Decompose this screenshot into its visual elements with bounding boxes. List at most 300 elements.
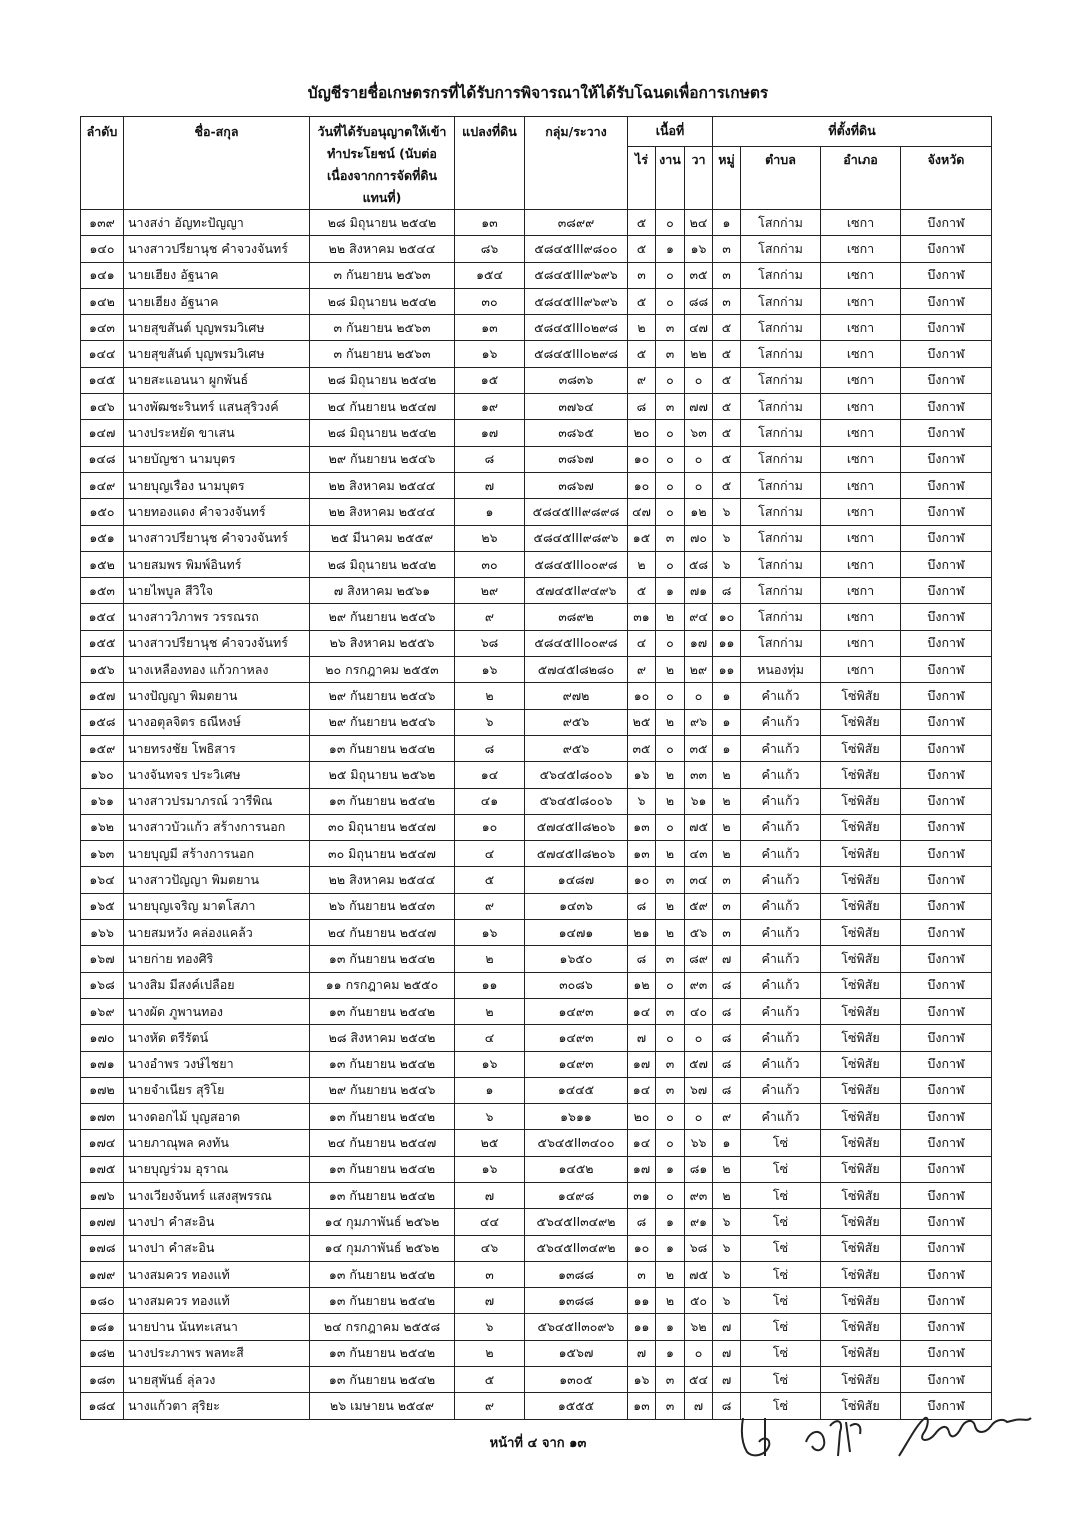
cell-wa: ๔๗ [685, 315, 713, 341]
cell-plot: ๑๗ [455, 420, 525, 446]
cell-ngan: ๐ [656, 499, 685, 525]
cell-rai: ๒๑ [628, 920, 656, 946]
cell-amphoe: โซ่พิสัย [821, 1130, 901, 1156]
cell-moo: ๑ [713, 683, 741, 709]
cell-rai: ๒ [628, 551, 656, 577]
table-row [81, 525, 992, 551]
cell-group: ๑๔๗๑ [525, 920, 628, 946]
cell-group: ๑๔๔๕ [525, 1077, 628, 1103]
cell-amphoe: โซ่พิสัย [821, 867, 901, 893]
cell-ngan: ๒ [656, 1288, 685, 1314]
cell-wa: ๗๕ [685, 1261, 713, 1287]
table-row [81, 814, 992, 840]
cell-province: บึงกาฬ [901, 657, 992, 683]
table-row [81, 972, 992, 998]
cell-rai: ๑๔ [628, 1130, 656, 1156]
cell-rai: ๖ [628, 788, 656, 814]
cell-rai: ๓ [628, 1261, 656, 1287]
cell-tambon: คำแก้ว [741, 946, 821, 972]
cell-rai: ๑๗ [628, 1051, 656, 1077]
cell-date: ๑๓ กันยายน ๒๕๔๒ [310, 735, 455, 761]
header-order: ลำดับ [81, 117, 124, 210]
table-row [81, 1130, 992, 1156]
cell-date: ๒๕ มีนาคม ๒๕๕๙ [310, 525, 455, 551]
cell-wa: ๙๓ [685, 1182, 713, 1208]
cell-moo: ๖ [713, 525, 741, 551]
cell-amphoe: โซ่พิสัย [821, 1314, 901, 1340]
cell-date: ๒๘ สิงหาคม ๒๕๔๒ [310, 1025, 455, 1051]
cell-date: ๒๖ เมษายน ๒๕๔๙ [310, 1393, 455, 1419]
cell-date: ๒๘ มิถุนายน ๒๕๔๒ [310, 210, 455, 236]
cell-province: บึงกาฬ [901, 1025, 992, 1051]
cell-group: ๕๖๔๕II๓๔๙๒ [525, 1235, 628, 1261]
cell-province: บึงกาฬ [901, 867, 992, 893]
table-row [81, 867, 992, 893]
cell-tambon: คำแก้ว [741, 972, 821, 998]
cell-amphoe: โซ่พิสัย [821, 762, 901, 788]
cell-date: ๒๒ สิงหาคม ๒๕๔๔ [310, 867, 455, 893]
cell-group: ๕๗๔๕II๙๔๙๖ [525, 578, 628, 604]
cell-moo: ๓ [713, 236, 741, 262]
table-row [81, 788, 992, 814]
cell-ngan: ๐ [656, 367, 685, 393]
cell-province: บึงกาฬ [901, 210, 992, 236]
cell-group: ๕๘๔๕III๐๐๙๘ [525, 630, 628, 656]
cell-name: นายสะแอนนา ผูกพันธ์ [124, 367, 310, 393]
cell-group: ๙๗๒ [525, 683, 628, 709]
cell-amphoe: เซกา [821, 367, 901, 393]
cell-wa: ๓๓ [685, 762, 713, 788]
table-row [81, 657, 992, 683]
cell-order: ๑๖๔ [81, 867, 124, 893]
cell-group: ๑๕๖๗ [525, 1340, 628, 1366]
cell-order: ๑๔๘ [81, 446, 124, 472]
header-group: กลุ่ม/ระวาง [525, 117, 628, 210]
cell-date: ๑๓ กันยายน ๒๕๔๒ [310, 1182, 455, 1208]
cell-name: นางปัญญา พิมตยาน [124, 683, 310, 709]
cell-date: ๓ กันยายน ๒๕๖๓ [310, 341, 455, 367]
cell-amphoe: เซกา [821, 210, 901, 236]
cell-moo: ๑๑ [713, 657, 741, 683]
cell-rai: ๑๔ [628, 998, 656, 1024]
cell-plot: ๑๖ [455, 920, 525, 946]
cell-province: บึงกาฬ [901, 288, 992, 314]
cell-amphoe: โซ่พิสัย [821, 1209, 901, 1235]
cell-wa: ๓๕ [685, 262, 713, 288]
cell-rai: ๓๑ [628, 604, 656, 630]
cell-tambon: โซ่ [741, 1156, 821, 1182]
table-row [81, 998, 992, 1024]
cell-rai: ๑๑ [628, 1314, 656, 1340]
cell-date: ๓ กันยายน ๒๕๖๓ [310, 262, 455, 288]
cell-tambon: โสกก่าม [741, 551, 821, 577]
cell-rai: ๑๖ [628, 1367, 656, 1393]
cell-name: นายก่าย ทองศิริ [124, 946, 310, 972]
cell-wa: ๔๓ [685, 841, 713, 867]
cell-ngan: ๓ [656, 394, 685, 420]
table-row [81, 210, 992, 236]
cell-wa: ๗๐ [685, 525, 713, 551]
cell-province: บึงกาฬ [901, 735, 992, 761]
cell-ngan: ๐ [656, 972, 685, 998]
signature-1 [735, 1412, 795, 1462]
cell-province: บึงกาฬ [901, 1130, 992, 1156]
table-row [81, 604, 992, 630]
cell-tambon: คำแก้ว [741, 735, 821, 761]
cell-plot: ๒ [455, 683, 525, 709]
cell-province: บึงกาฬ [901, 762, 992, 788]
cell-group: ๑๔๓๖ [525, 893, 628, 919]
cell-ngan: ๐ [656, 551, 685, 577]
cell-group: ๕๖๔๕I๘๐๐๖ [525, 788, 628, 814]
cell-amphoe: โซ่พิสัย [821, 1288, 901, 1314]
cell-plot: ๒๖ [455, 525, 525, 551]
cell-moo: ๑ [713, 735, 741, 761]
cell-order: ๑๕๓ [81, 578, 124, 604]
cell-group: ๙๕๖ [525, 709, 628, 735]
cell-name: นางสาววิภาพร วรรณรถ [124, 604, 310, 630]
cell-ngan: ๓ [656, 525, 685, 551]
cell-name: นางเวียงจันทร์ แสงสุพรรณ [124, 1182, 310, 1208]
cell-date: ๑๓ กันยายน ๒๕๔๒ [310, 1104, 455, 1130]
cell-wa: ๐ [685, 446, 713, 472]
cell-amphoe: เซกา [821, 472, 901, 498]
table-row [81, 578, 992, 604]
cell-group: ๕๘๔๕III๙๘๙๘ [525, 499, 628, 525]
cell-tambon: โสกก่าม [741, 236, 821, 262]
cell-order: ๑๕๖ [81, 657, 124, 683]
cell-group: ๑๖๑๑ [525, 1104, 628, 1130]
cell-plot: ๒ [455, 998, 525, 1024]
cell-ngan: ๓ [656, 867, 685, 893]
cell-amphoe: เซกา [821, 446, 901, 472]
cell-moo: ๙ [713, 1104, 741, 1130]
cell-wa: ๖๗ [685, 1077, 713, 1103]
table-row [81, 262, 992, 288]
cell-amphoe: เซกา [821, 657, 901, 683]
cell-rai: ๑๖ [628, 762, 656, 788]
cell-province: บึงกาฬ [901, 1051, 992, 1077]
cell-order: ๑๗๘ [81, 1235, 124, 1261]
cell-plot: ๑๕ [455, 367, 525, 393]
cell-plot: ๔๔ [455, 1209, 525, 1235]
cell-order: ๑๘๑ [81, 1314, 124, 1340]
header-wa: วา [685, 146, 713, 209]
cell-date: ๒๙ กันยายน ๒๕๔๖ [310, 683, 455, 709]
cell-ngan: ๒ [656, 841, 685, 867]
cell-amphoe: เซกา [821, 499, 901, 525]
cell-group: ๓๘๖๕ [525, 420, 628, 446]
cell-date: ๒๘ มิถุนายน ๒๕๔๒ [310, 420, 455, 446]
cell-plot: ๑๖ [455, 1156, 525, 1182]
cell-wa: ๘๙ [685, 946, 713, 972]
cell-ngan: ๒ [656, 762, 685, 788]
cell-order: ๑๖๘ [81, 972, 124, 998]
cell-moo: ๒ [713, 762, 741, 788]
cell-order: ๑๔๐ [81, 236, 124, 262]
cell-rai: ๑๓ [628, 1393, 656, 1419]
cell-province: บึงกาฬ [901, 1182, 992, 1208]
cell-province: บึงกาฬ [901, 1077, 992, 1103]
cell-rai: ๘ [628, 946, 656, 972]
cell-group: ๕๘๔๕III๐๒๙๘ [525, 341, 628, 367]
cell-group: ๕๘๔๕III๐๐๙๘ [525, 551, 628, 577]
cell-order: ๑๗๑ [81, 1051, 124, 1077]
cell-ngan: ๑ [656, 1156, 685, 1182]
cell-rai: ๑๕ [628, 525, 656, 551]
cell-tambon: โซ่ [741, 1340, 821, 1366]
cell-amphoe: โซ่พิสัย [821, 1182, 901, 1208]
cell-order: ๑๕๗ [81, 683, 124, 709]
cell-name: นายสมหวัง คล่องแคล้ว [124, 920, 310, 946]
header-moo: หมู่ [713, 146, 741, 209]
cell-order: ๑๕๒ [81, 551, 124, 577]
cell-date: ๑๔ กุมภาพันธ์ ๒๕๖๒ [310, 1235, 455, 1261]
cell-name: นางสมควร ทองแท้ [124, 1288, 310, 1314]
cell-amphoe: โซ่พิสัย [821, 1367, 901, 1393]
table-row [81, 920, 992, 946]
cell-amphoe: โซ่พิสัย [821, 972, 901, 998]
cell-order: ๑๕๑ [81, 525, 124, 551]
header-area: เนื้อที่ [628, 117, 713, 147]
cell-tambon: โซ่ [741, 1367, 821, 1393]
cell-order: ๑๗๐ [81, 1025, 124, 1051]
cell-wa: ๕๔ [685, 1367, 713, 1393]
cell-tambon: คำแก้ว [741, 998, 821, 1024]
cell-plot: ๑๔ [455, 762, 525, 788]
cell-group: ๕๘๔๕III๐๒๙๘ [525, 315, 628, 341]
cell-amphoe: เซกา [821, 394, 901, 420]
cell-date: ๒๖ กันยายน ๒๕๔๓ [310, 893, 455, 919]
cell-name: นางจันทจร ประวิเศษ [124, 762, 310, 788]
cell-amphoe: โซ่พิสัย [821, 1104, 901, 1130]
cell-province: บึงกาฬ [901, 394, 992, 420]
cell-order: ๑๕๕ [81, 630, 124, 656]
cell-moo: ๕ [713, 394, 741, 420]
cell-rai: ๔๗ [628, 499, 656, 525]
cell-tambon: คำแก้ว [741, 867, 821, 893]
cell-name: นายเฮียง อัฐนาค [124, 288, 310, 314]
cell-rai: ๘ [628, 893, 656, 919]
cell-plot: ๙ [455, 604, 525, 630]
cell-order: ๑๕๐ [81, 499, 124, 525]
cell-plot: ๔ [455, 841, 525, 867]
cell-moo: ๑๐ [713, 604, 741, 630]
cell-order: ๑๖๑ [81, 788, 124, 814]
cell-name: นางพัฒชะรินทร์ แสนสุริวงค์ [124, 394, 310, 420]
signature-2 [800, 1412, 870, 1462]
cell-group: ๕๘๔๕III๙๖๙๖ [525, 288, 628, 314]
cell-tambon: คำแก้ว [741, 1077, 821, 1103]
cell-name: นางสาวปรียานุช คำจวงจันทร์ [124, 630, 310, 656]
cell-tambon: โซ่ [741, 1130, 821, 1156]
cell-amphoe: โซ่พิสัย [821, 1261, 901, 1287]
header-province: จังหวัด [901, 146, 992, 209]
table-row [81, 762, 992, 788]
header-location: ที่ตั้งที่ดิน [713, 117, 992, 147]
cell-moo: ๗ [713, 1314, 741, 1340]
table-body [81, 210, 992, 1420]
cell-plot: ๖ [455, 1104, 525, 1130]
cell-ngan: ๓ [656, 315, 685, 341]
cell-wa: ๑๖ [685, 236, 713, 262]
table-row [81, 893, 992, 919]
cell-moo: ๓ [713, 288, 741, 314]
cell-tambon: โสกก่าม [741, 288, 821, 314]
cell-moo: ๘ [713, 1393, 741, 1419]
cell-rai: ๙ [628, 657, 656, 683]
cell-group: ๕๖๔๕II๓๔๙๒ [525, 1209, 628, 1235]
cell-tambon: คำแก้ว [741, 1025, 821, 1051]
cell-wa: ๓๔ [685, 867, 713, 893]
cell-ngan: ๐ [656, 472, 685, 498]
cell-date: ๒๙ กันยายน ๒๕๔๖ [310, 604, 455, 630]
table-row [81, 1209, 992, 1235]
cell-wa: ๖๑ [685, 788, 713, 814]
cell-group: ๕๘๔๕III๙๖๙๖ [525, 262, 628, 288]
cell-plot: ๔๑ [455, 788, 525, 814]
cell-province: บึงกาฬ [901, 946, 992, 972]
cell-ngan: ๓ [656, 1367, 685, 1393]
cell-amphoe: โซ่พิสัย [821, 1393, 901, 1419]
cell-rai: ๒๐ [628, 1104, 656, 1130]
cell-moo: ๖ [713, 499, 741, 525]
cell-moo: ๓ [713, 867, 741, 893]
cell-province: บึงกาฬ [901, 1393, 992, 1419]
cell-name: นายบุญมี สร้างการนอก [124, 841, 310, 867]
cell-date: ๒๘ มิถุนายน ๒๕๔๒ [310, 288, 455, 314]
cell-wa: ๗๕ [685, 814, 713, 840]
cell-tambon: โสกก่าม [741, 472, 821, 498]
cell-order: ๑๖๗ [81, 946, 124, 972]
cell-rai: ๒๕ [628, 709, 656, 735]
cell-ngan: ๐ [656, 1130, 685, 1156]
cell-tambon: โสกก่าม [741, 604, 821, 630]
cell-group: ๓๘๖๗ [525, 472, 628, 498]
cell-province: บึงกาฬ [901, 525, 992, 551]
cell-plot: ๑๖ [455, 341, 525, 367]
cell-order: ๑๖๒ [81, 814, 124, 840]
cell-name: นางปา คำสะอิน [124, 1235, 310, 1261]
cell-name: นางสมควร ทองแท้ [124, 1261, 310, 1287]
cell-plot: ๑๖ [455, 657, 525, 683]
cell-plot: ๑๕๔ [455, 262, 525, 288]
cell-tambon: คำแก้ว [741, 814, 821, 840]
table-row [81, 315, 992, 341]
cell-province: บึงกาฬ [901, 788, 992, 814]
cell-rai: ๑๐ [628, 867, 656, 893]
cell-date: ๑๓ กันยายน ๒๕๔๒ [310, 1288, 455, 1314]
cell-tambon: โซ่ [741, 1235, 821, 1261]
cell-ngan: ๑ [656, 1314, 685, 1340]
cell-plot: ๒๕ [455, 1130, 525, 1156]
cell-date: ๑๓ กันยายน ๒๕๔๒ [310, 998, 455, 1024]
cell-amphoe: โซ่พิสัย [821, 1051, 901, 1077]
cell-rai: ๓๑ [628, 1182, 656, 1208]
cell-plot: ๑ [455, 499, 525, 525]
cell-moo: ๘ [713, 578, 741, 604]
cell-moo: ๘ [713, 972, 741, 998]
cell-name: นางประหยัด ขาเสน [124, 420, 310, 446]
cell-ngan: ๓ [656, 341, 685, 367]
cell-wa: ๐ [685, 472, 713, 498]
cell-rai: ๔ [628, 630, 656, 656]
cell-moo: ๘ [713, 1051, 741, 1077]
document-title: บัญชีรายชื่อเกษตรกรที่ได้รับการพิจารณาให้ได้รับโฉนดเพื่อการเกษตร [307, 84, 769, 102]
cell-plot: ๕ [455, 867, 525, 893]
cell-province: บึงกาฬ [901, 420, 992, 446]
cell-order: ๑๔๔ [81, 341, 124, 367]
cell-ngan: ๒ [656, 893, 685, 919]
cell-name: นางสาวปรียานุช คำจวงจันทร์ [124, 236, 310, 262]
cell-moo: ๗ [713, 1367, 741, 1393]
cell-wa: ๘๘ [685, 288, 713, 314]
cell-wa: ๗๑ [685, 578, 713, 604]
cell-tambon: คำแก้ว [741, 893, 821, 919]
cell-order: ๑๔๗ [81, 420, 124, 446]
cell-order: ๑๘๒ [81, 1340, 124, 1366]
cell-ngan: ๓ [656, 946, 685, 972]
cell-wa: ๖๓ [685, 420, 713, 446]
cell-moo: ๓ [713, 920, 741, 946]
cell-date: ๒๙ กันยายน ๒๕๔๖ [310, 709, 455, 735]
cell-province: บึงกาฬ [901, 1235, 992, 1261]
cell-amphoe: โซ่พิสัย [821, 998, 901, 1024]
cell-group: ๓๘๙๒ [525, 604, 628, 630]
cell-amphoe: โซ่พิสัย [821, 841, 901, 867]
cell-rai: ๑๔ [628, 1077, 656, 1103]
table-row [81, 1104, 992, 1130]
cell-rai: ๑๒ [628, 972, 656, 998]
cell-province: บึงกาฬ [901, 972, 992, 998]
cell-name: นางแก้วตา สุริยะ [124, 1393, 310, 1419]
table-row [81, 1367, 992, 1393]
cell-name: นายบุญเจริญ มาตโสภา [124, 893, 310, 919]
cell-wa: ๒๙ [685, 657, 713, 683]
cell-group: ๓๐๘๖ [525, 972, 628, 998]
cell-rai: ๓ [628, 262, 656, 288]
cell-moo: ๒ [713, 1182, 741, 1208]
cell-rai: ๕ [628, 341, 656, 367]
cell-date: ๒๘ มิถุนายน ๒๕๔๒ [310, 551, 455, 577]
cell-amphoe: โซ่พิสัย [821, 920, 901, 946]
cell-province: บึงกาฬ [901, 1209, 992, 1235]
cell-group: ๑๓๘๘ [525, 1288, 628, 1314]
cell-date: ๒๙ กันยายน ๒๕๔๖ [310, 1077, 455, 1103]
cell-plot: ๘ [455, 735, 525, 761]
cell-tambon: โซ่ [741, 1393, 821, 1419]
cell-tambon: คำแก้ว [741, 1104, 821, 1130]
cell-moo: ๖ [713, 1288, 741, 1314]
cell-province: บึงกาฬ [901, 841, 992, 867]
cell-plot: ๑๓ [455, 315, 525, 341]
table-row [81, 735, 992, 761]
cell-tambon: คำแก้ว [741, 762, 821, 788]
cell-order: ๑๔๑ [81, 262, 124, 288]
cell-rai: ๑๐ [628, 472, 656, 498]
cell-order: ๑๖๖ [81, 920, 124, 946]
cell-province: บึงกาฬ [901, 499, 992, 525]
cell-name: นางสาวปรมาภรณ์ วารีพิณ [124, 788, 310, 814]
cell-order: ๑๗๖ [81, 1182, 124, 1208]
cell-name: นายสมพร พิมพ์อินทร์ [124, 551, 310, 577]
cell-ngan: ๓ [656, 1393, 685, 1419]
cell-rai: ๘ [628, 1209, 656, 1235]
cell-province: บึงกาฬ [901, 1314, 992, 1340]
cell-wa: ๙๑ [685, 1209, 713, 1235]
cell-amphoe: เซกา [821, 525, 901, 551]
cell-wa: ๕๙ [685, 893, 713, 919]
